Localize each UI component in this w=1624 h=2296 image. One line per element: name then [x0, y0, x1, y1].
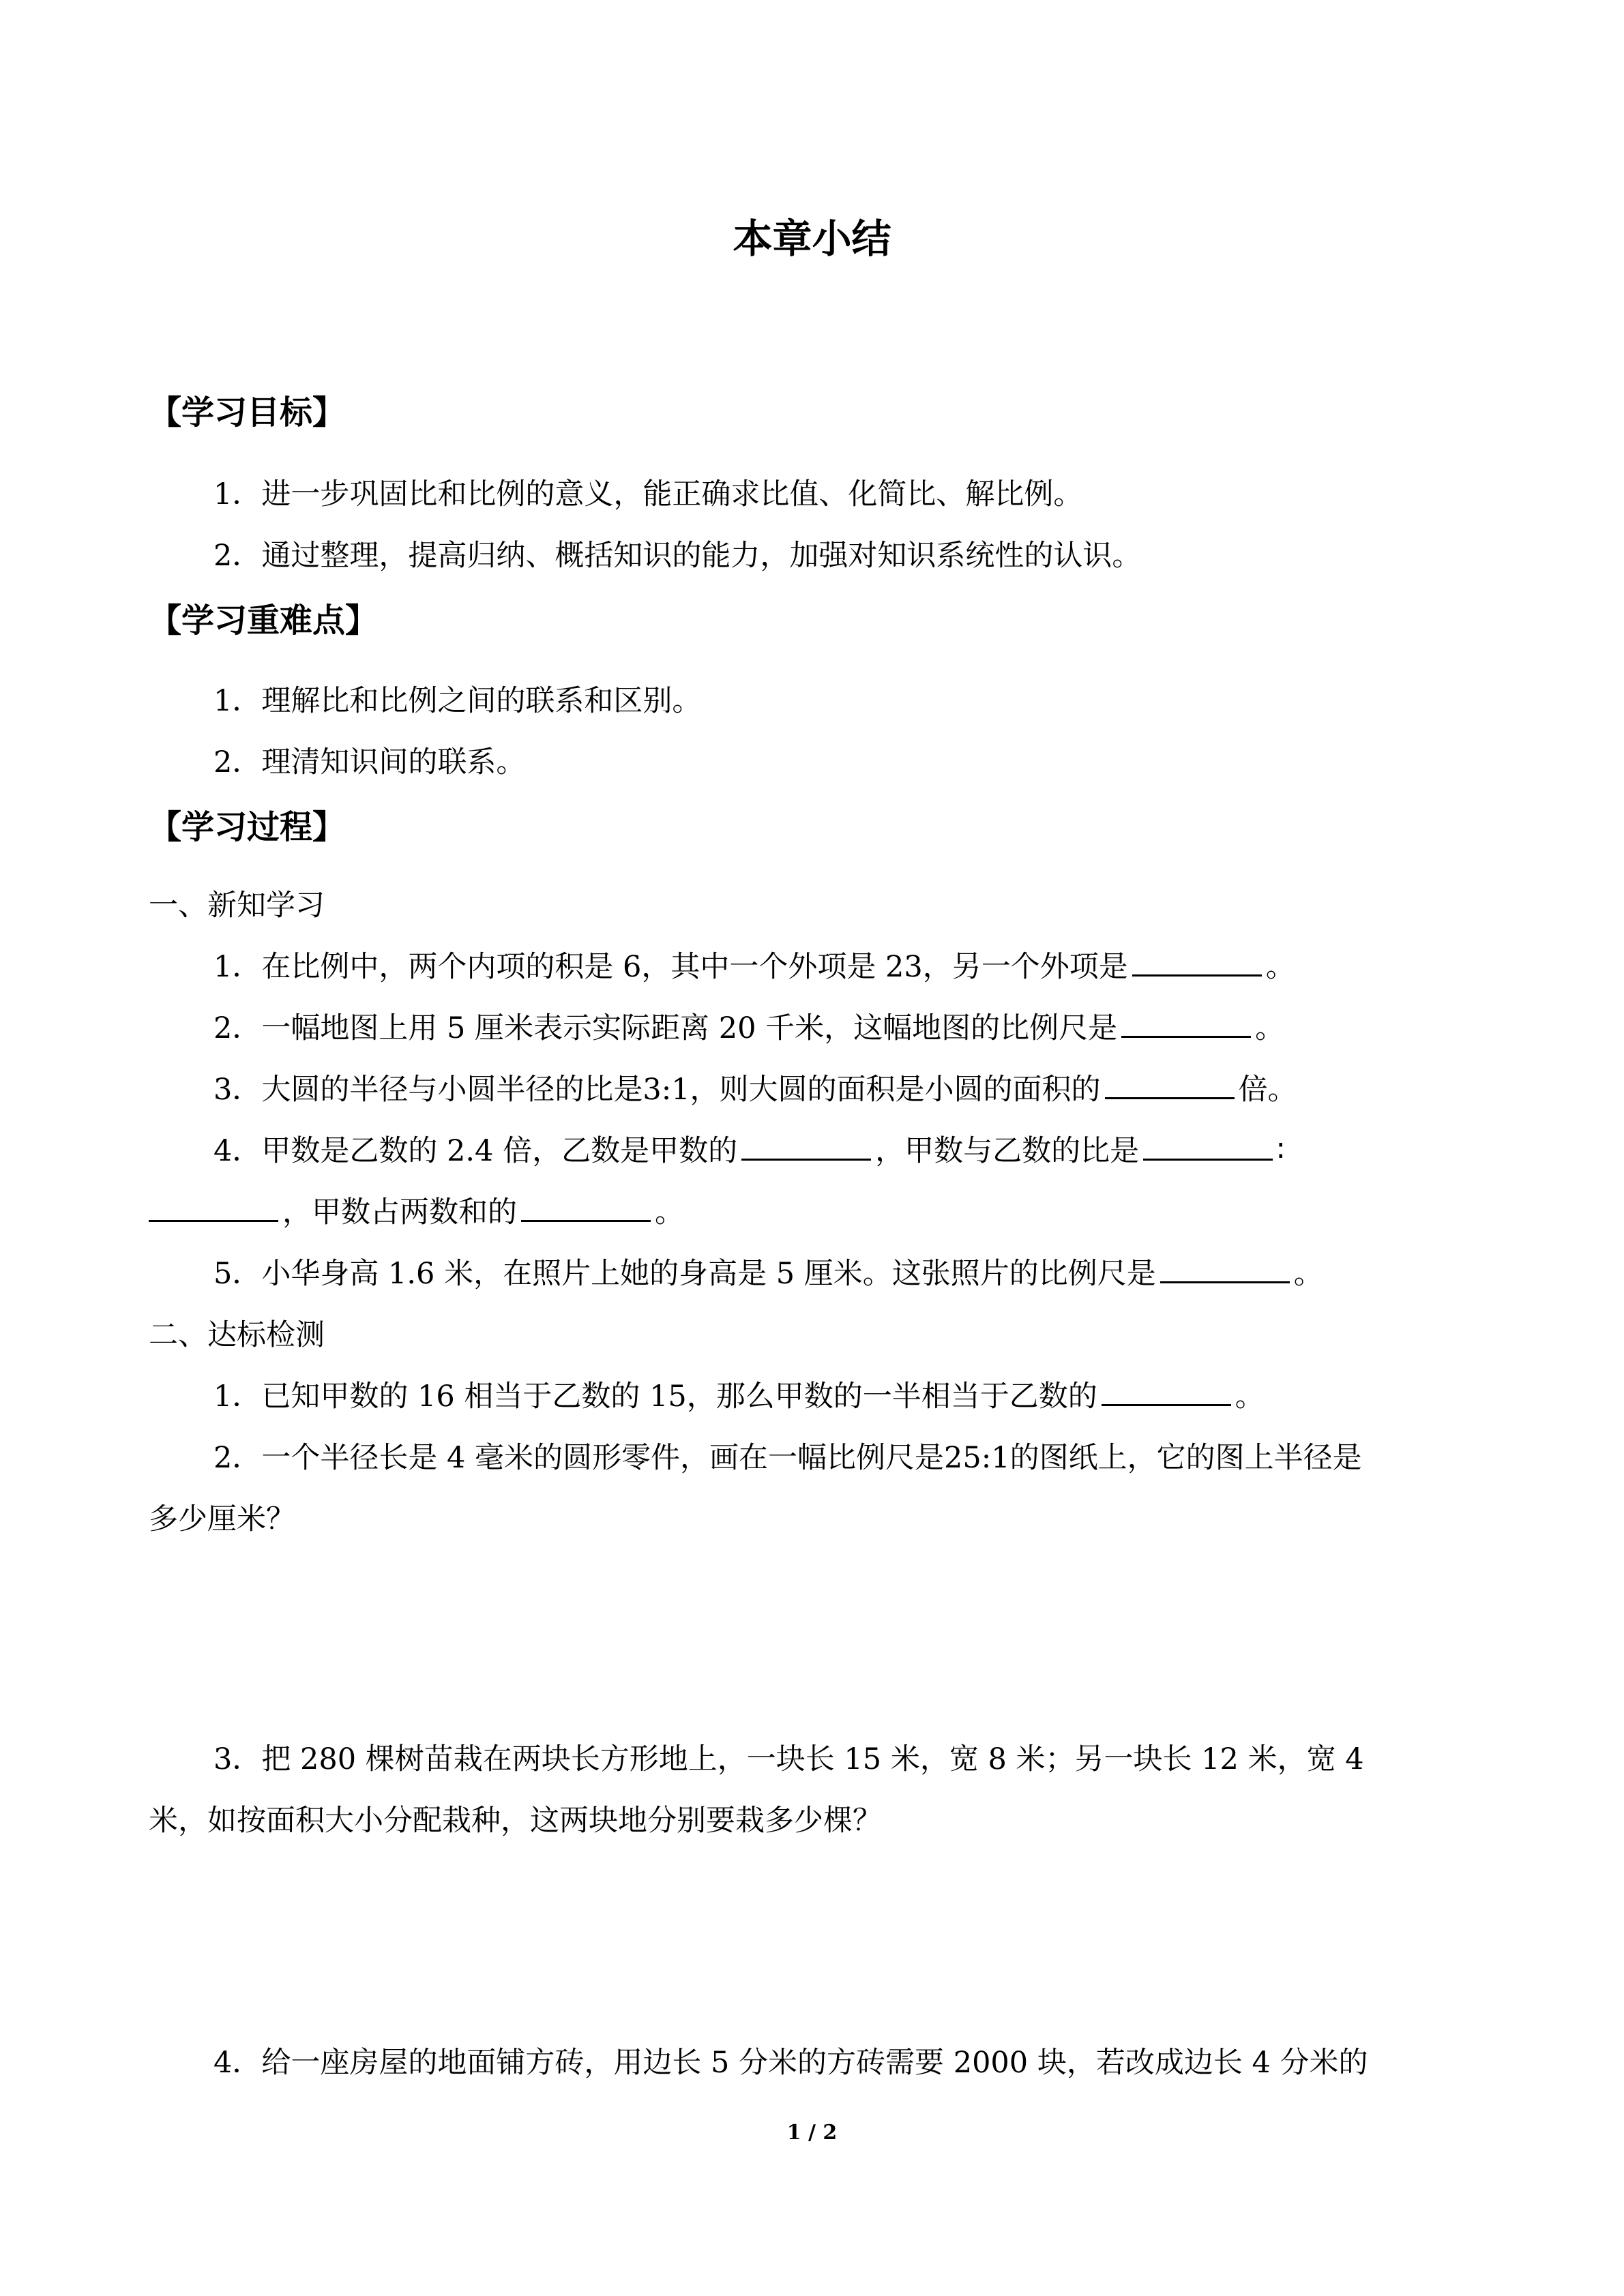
question-1: 1．在比例中，两个内项的积是 6，其中一个外项是 23，另一个外项是 。: [213, 946, 1295, 987]
answer-blank[interactable]: [1102, 1377, 1231, 1406]
question-4-line-1: 4．甲数是乙数的 2.4 倍，乙数是甲数的 ，甲数与乙数的比是 ∶: [213, 1131, 1284, 1172]
goal-item-2: 2．通过整理，提高归纳、概括知识的能力，加强对知识系统性的认识。: [213, 539, 1142, 573]
question-2: 2．一幅地图上用 5 厘米表示实际距离 20 千米，这幅地图的比例尺是 。: [213, 1008, 1284, 1049]
question-3: 3．大圆的半径与小圆半径的比是3:1，则大圆的面积是小圆的面积的 倍。: [213, 1069, 1297, 1110]
test-question-2-line-2: 多少厘米？: [149, 1502, 295, 1536]
test-question-1: 1．已知甲数的 16 相当于乙数的 15，那么甲数的一半相当于乙数的 。: [213, 1376, 1265, 1417]
answer-blank[interactable]: [1121, 1009, 1251, 1038]
test-question-3-line-1: 3．把 280 棵树苗栽在两块长方形地上，一块长 15 米，宽 8 米；另一块长 12 米，宽 4: [213, 1742, 1364, 1776]
goal-item-1: 1．进一步巩固比和比例的意义，能正确求比值、化简比、解比例。: [213, 477, 1083, 511]
key-point-item-1: 1．理解比和比例之间的联系和区别。: [213, 684, 702, 718]
part2-title: 二、达标检测: [149, 1318, 325, 1352]
heading-learning-process: 【学习过程】: [149, 808, 346, 846]
page-number: 1 / 2: [786, 2121, 838, 2145]
answer-blank[interactable]: [149, 1193, 278, 1222]
test-question-3-line-2: 米，如按面积大小分配栽种，这两块地分别要栽多少棵？: [149, 1804, 882, 1838]
answer-blank[interactable]: [1105, 1070, 1235, 1099]
test-question-4-line-1: 4．给一座房屋的地面铺方砖，用边长 5 分米的方砖需要 2000 块，若改成边长 4 分米的: [213, 2046, 1368, 2080]
page-title: 本章小结: [733, 215, 891, 262]
answer-blank[interactable]: [741, 1131, 871, 1161]
part1-title: 一、新知学习: [149, 889, 325, 923]
question-5: 5．小华身高 1.6 米，在照片上她的身高是 5 厘米。这张照片的比例尺是 。: [213, 1253, 1323, 1294]
heading-learning-goals: 【学习目标】: [149, 393, 346, 432]
heading-key-points: 【学习重难点】: [149, 601, 379, 640]
test-question-2-line-1: 2．一个半径长是 4 毫米的圆形零件，画在一幅比例尺是25:1的图纸上，它的图上半径是: [213, 1441, 1362, 1475]
answer-blank[interactable]: [1143, 1131, 1273, 1161]
question-4-line-2: ，甲数占两数和的 。: [149, 1192, 684, 1233]
answer-blank[interactable]: [1160, 1254, 1290, 1283]
answer-blank[interactable]: [521, 1193, 651, 1222]
answer-blank[interactable]: [1132, 947, 1262, 976]
key-point-item-2: 2．理清知识间的联系。: [213, 745, 526, 779]
